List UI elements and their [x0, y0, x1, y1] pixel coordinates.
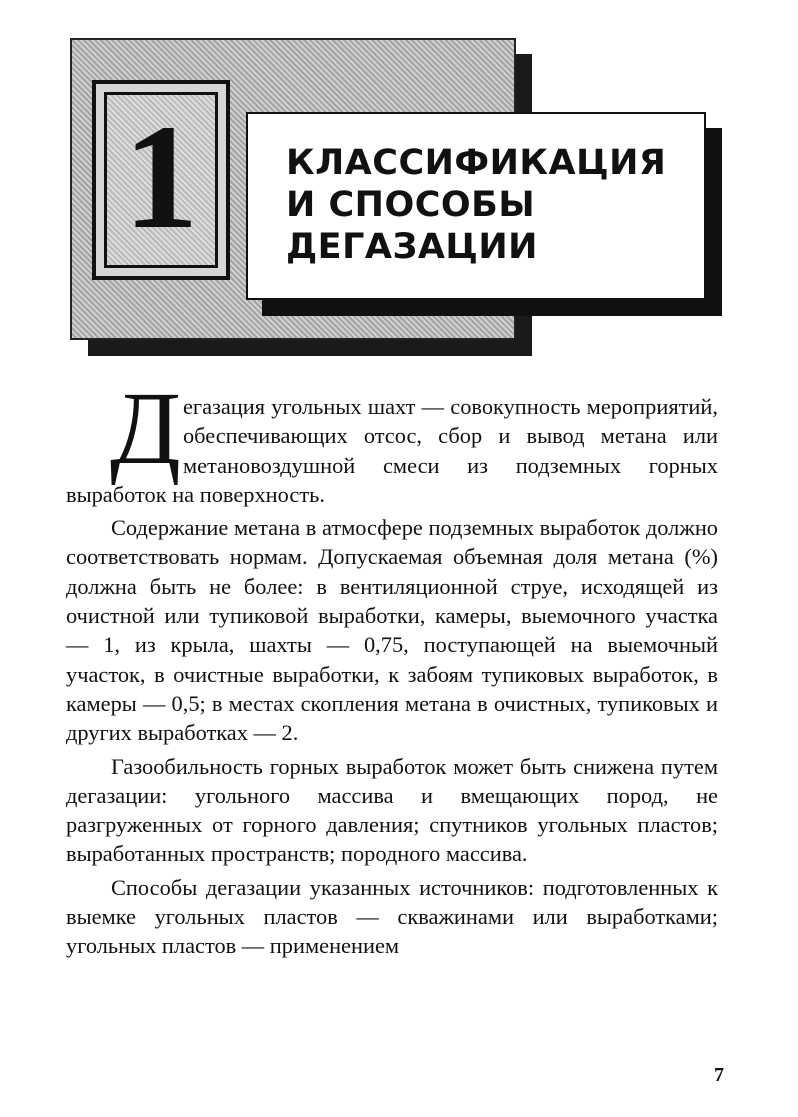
chapter-title-line: И СПОСОБЫ — [286, 185, 536, 225]
chapter-number-box — [104, 92, 218, 268]
paragraph: Содержание метана в атмосфере подземных выработок должно соответствовать нормам. Допускаемая объемная доля метана (%) должна быть не более: в вентиляционной струе, исходящей из очистной или тупиковой выработки, камеры, выемочного участка — 1, из крыла, шахты — 0,75, поступающей на выемочный участок, в очистные выработки, к забоям тупиковых выработок, в камеры — 0,5; в местах скопления метана в очистных, тупиковых и других выработках — 2. — [66, 515, 718, 746]
paragraph-text: егазация угольных шахт — совокупность мероприятий, обеспечивающих отсос, сбор и вывод метана или метановоздушной смеси из подземных горных выработок на поверхность. — [66, 394, 718, 507]
chapter-title — [286, 142, 706, 268]
paragraph: Газообильность горных выработок может быть снижена путем дегазации: угольного массива и вмещающих пород, не разгруженных от горного давления; спутников угольных пластов; выработанных пространств; породного массива. — [66, 753, 718, 867]
paragraph: Способы дегазации указанных источников: подготовленных к выемке угольных пластов — скважинами или выработками; угольных пластов — применением — [66, 874, 718, 959]
chapter-number: 1 — [123, 94, 199, 260]
chapter-title-line: ДЕГАЗАЦИИ — [286, 227, 538, 267]
paragraph — [66, 371, 718, 509]
drop-cap: Д — [110, 371, 181, 486]
chapter-title-line: КЛАССИФИКАЦИЯ — [286, 143, 667, 183]
page-number: 7 — [714, 1064, 724, 1086]
body-text — [66, 371, 718, 961]
